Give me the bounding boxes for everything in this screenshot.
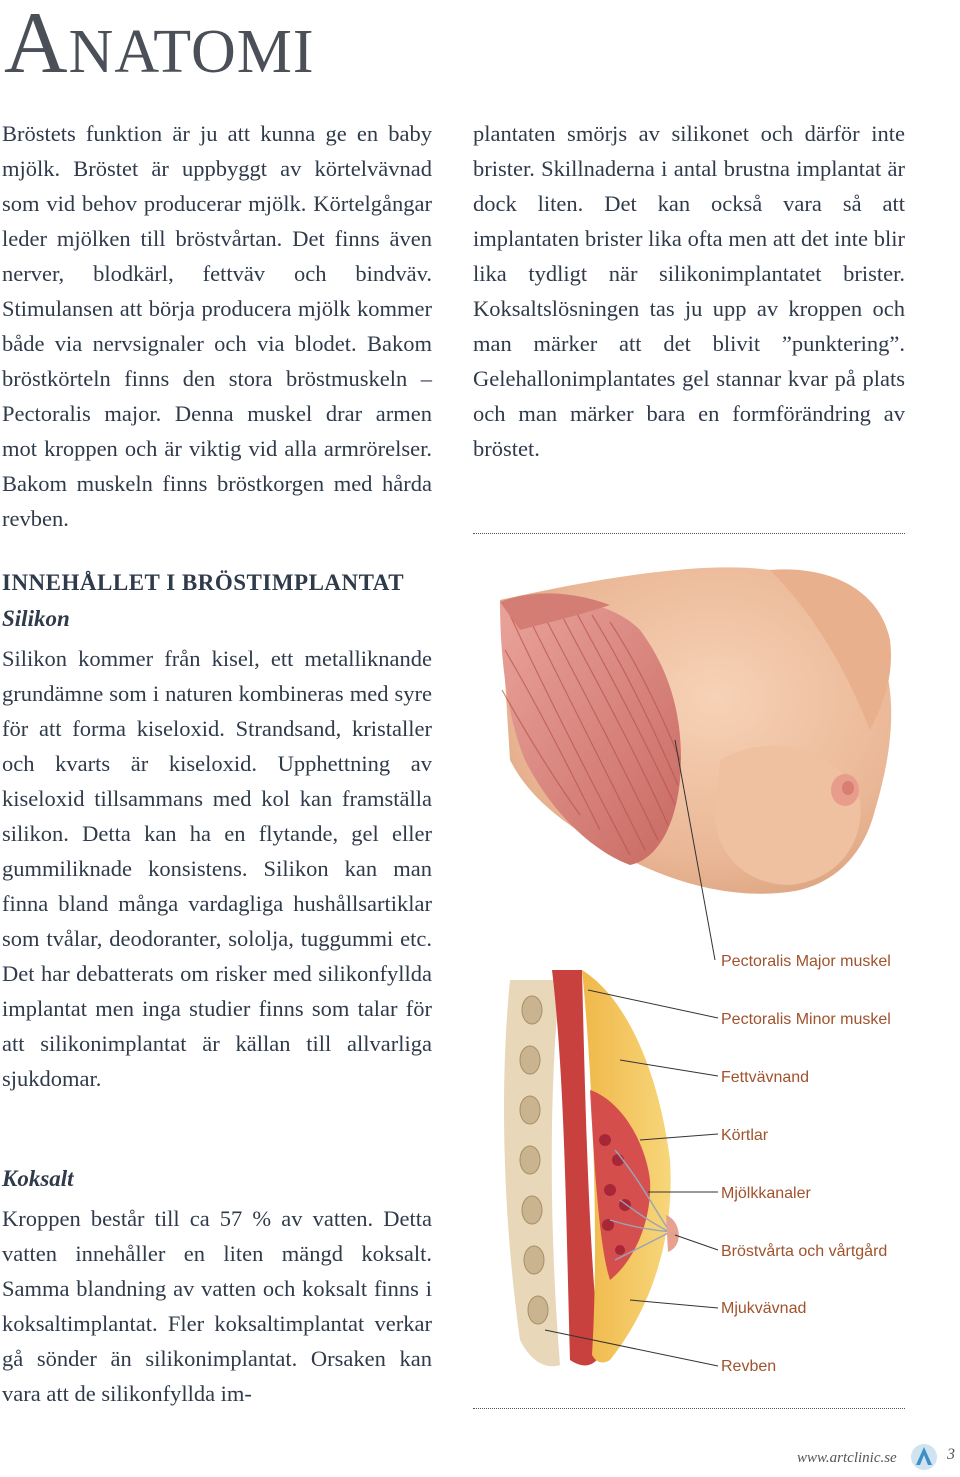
- artclinic-logo-icon: [910, 1443, 938, 1471]
- label-revben: Revben: [721, 1358, 777, 1375]
- silikon-paragraph: Silikon kommer från kisel, ett metalliknande grundämne som i naturen kombineras med syre för att forma kiseloxid. Strandsand, kristaller och kvarts är kiseloxid. Upphettning av kiseloxid tillsammans med kol kan framställa silikon. Detta kan ha en flytande, gel eller gummiliknade konsistens. Silikon kan man finna bland många vardagliga hushållsartiklar som tvålar, deodoranter, sololja, tuggummi etc. Det har debatterats om risker med silikonfyllda implantat men inga studier finns som talar för att silikonimplantat är källan till allvarliga sjukdomar.: [2, 646, 432, 1091]
- section-heading: INNEHÅLLET I BRÖSTIMPLANTAT: [2, 570, 405, 595]
- label-mjolkkanaler: Mjölkkanaler: [721, 1185, 811, 1202]
- intro-paragraph-left: Bröstets funktion är ju att kunna ge en baby mjölk. Bröstet är uppbyggt av körtelvävnad som vid behov producerar mjölk. Körtelgångar leder mjölken till bröstvårtan. Det finns även nerver, blodkärl, fettväv och bindväv. Stimulansen att börja producera mjölk kommer både via nervsignaler och via blodet. Bakom bröstkörteln finns den stora bröstmuskeln – Pectoralis major. Denna muskel drar armen mot kroppen och är viktig vid alla armrörelser. Bakom muskeln finns bröstkorgen med hårda revben.: [2, 121, 432, 531]
- breast-anatomy-illustration: [470, 560, 960, 1405]
- dotted-divider-top: [473, 533, 905, 534]
- intro-paragraph-right: plantaten smörjs av silikonet och därför inte brister. Skillnaderna i antal brustna implantat är dock liten. Det kan också vara så att implantaten brister lika ofta men att det inte blir lika tydligt när silikonimplantatet brister. Koksaltslösningen tas ju upp av kroppen och man märker att det blivit ”punktering”. Gelehallonimplantates gel stannar kvar på plats och man märker bara en formförändring av bröstet.: [473, 121, 905, 461]
- label-fettvavnad: Fettvävnand: [721, 1069, 810, 1086]
- label-pectoralis-major: Pectoralis Major muskel: [721, 953, 891, 970]
- koksalt-paragraph: Kroppen består till ca 57 % av vatten. Detta vatten innehåller en liten mängd koksalt. Samma blandning av vatten och koksalt finns i koksaltimplantat. Fler koksaltimplantat verkar gå sönder än silikonimplantat. Orsaken kan vara att de silikonfyllda im-: [2, 1206, 432, 1406]
- koksalt-heading: Koksalt: [2, 1166, 74, 1191]
- dotted-divider-bottom: [473, 1408, 905, 1409]
- label-kortlar: Körtlar: [721, 1127, 769, 1144]
- label-mjukvavnad: Mjukvävnad: [721, 1300, 807, 1317]
- page-title: Anatomi: [4, 0, 315, 92]
- label-brostvarta: Bröstvårta och vårtgård: [721, 1243, 888, 1260]
- page-number: 3: [947, 1446, 955, 1463]
- cross-section-drawing: [504, 970, 679, 1366]
- footer-url[interactable]: www.artclinic.se: [797, 1450, 897, 1466]
- label-pectoralis-minor: Pectoralis Minor muskel: [721, 1011, 891, 1028]
- silikon-heading: Silikon: [2, 606, 70, 631]
